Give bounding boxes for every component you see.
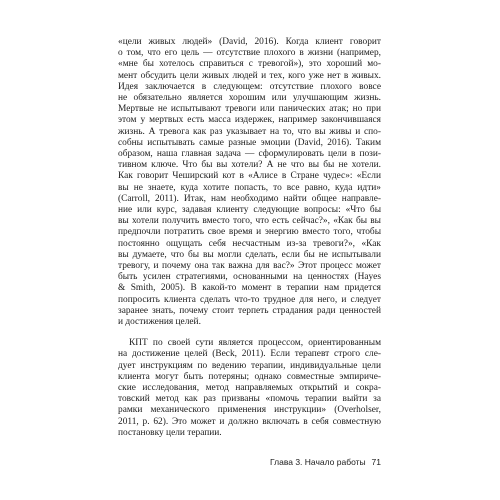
- text-line: заранее знать, почему стоит терпеть страдания ради ценностей: [118, 305, 381, 316]
- text-line: постоянно ощущать себя несчастным из-за тревоги?», «Как: [118, 238, 381, 249]
- text-line: этом у мертвых есть масса издержек, например закончившаяся: [118, 115, 381, 126]
- text-line: не обязательно является хорошим или улучшающим жизнь.: [118, 93, 381, 103]
- text-line: и достижения целей.: [118, 317, 201, 327]
- text-line: мент обсудить цели живых людей и тех, кого уже нет в живых.: [118, 70, 381, 81]
- text-line: вы думаете, что бы вы могли сделать, если бы не испытывали: [118, 249, 381, 260]
- text-line: Как говорит Чеширский кот в «Алисе в Стране чудес»: «Если: [118, 171, 381, 182]
- text-line: «цели живых людей» (David, 2016). Когда клиент говорит: [118, 37, 381, 47]
- text-line: Мертвые не испытывают тревоги или панических атак; но при: [118, 104, 381, 115]
- text-line: рамки механического применения инструкции» (Overholser,: [118, 405, 381, 416]
- chapter-title: Глава 3. Начало работы: [270, 457, 366, 467]
- page-number: 71: [371, 457, 381, 467]
- text-line: быть усилен стратегиями, основанными на ценностях (Hayes: [118, 272, 381, 283]
- text-line: ние или курс, задавая клиенту следующие вопросы: «Что бы: [118, 205, 381, 215]
- text-line: клиента могут быть потеряны; однако совместные эмпириче-: [118, 371, 381, 382]
- text-line: жизнь. А тревога как раз указывает на то, что вы живы и спо-: [118, 126, 381, 137]
- text-line: КПТ по своей сути является процессом, ориентированным: [129, 338, 381, 349]
- text-line: на достижение целей (Beck, 2011). Если терапевт строго сле-: [118, 349, 381, 360]
- text-line: Идея заключается в следующем: отсутствие плохого вовсе: [118, 81, 381, 92]
- text-line: образом, наша главная задача — сформулировать цели в пози-: [118, 149, 381, 159]
- text-line: & Smith, 2005). В какой-то момент в терапии нам придется: [118, 283, 381, 294]
- text-line: тивном ключе. Что бы вы хотели? А не что вы бы не хотели.: [118, 160, 381, 171]
- text-line: «мне бы хотелось справиться с тревогой»), это хороший мо-: [118, 59, 381, 70]
- page-footer: [270, 457, 381, 467]
- text-line: постановку цели терапии.: [118, 427, 222, 438]
- text-line: вы хотели получить вместо того, что есть сейчас?», «Как бы вы: [118, 216, 381, 227]
- text-line: собны испытывать самые разные эмоции (David, 2016). Таким: [118, 137, 381, 148]
- text-line: тревогу, и почему она так важна для вас?» Этот процесс может: [118, 261, 381, 271]
- text-line: ские исследования, метод направляемых открытий и сокра-: [118, 383, 381, 393]
- text-line: о том, что его цель — отсутствие плохого в жизни (например,: [118, 48, 381, 59]
- text-line: дует инструкциям по ведению терапии, индивидуальные цели: [118, 360, 381, 371]
- text-line: товский метод как раз призваны «помочь терапии выйти за: [118, 394, 381, 405]
- text-line: предпочли потратить свое время и энергию вместо того, чтобы: [118, 227, 381, 238]
- text-line: попросить клиента сделать что-то трудное для него, и следует: [118, 294, 381, 305]
- text-line: вы не знаете, куда хотите попасть, то все равно, куда идти»: [118, 182, 381, 193]
- text-line: (Carroll, 2011). Итак, нам необходимо найти общее направле-: [118, 193, 381, 204]
- text-line: 2011, p. 62). Это может и должно включать в себя совместную: [118, 416, 381, 427]
